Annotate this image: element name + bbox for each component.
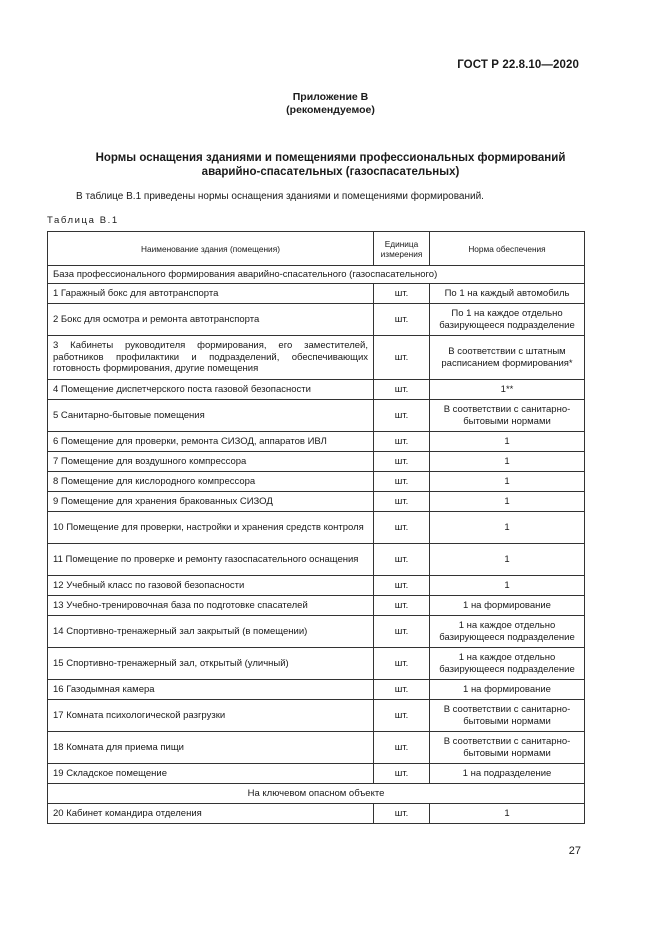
cell-name: 3 Кабинеты руководителя формирования, его заместителей, работников профилактики и подразделений, обеспечивающих готовность формирования, другие помещения bbox=[48, 336, 374, 380]
appendix-title: Приложение В bbox=[292, 91, 369, 103]
norms-table bbox=[47, 231, 585, 824]
table-row bbox=[48, 680, 585, 700]
cell-norm: 1 bbox=[430, 452, 585, 472]
cell-name: 9 Помещение для хранения бракованных СИЗОД bbox=[48, 492, 374, 512]
cell-norm: 1 на каждое отдельно базирующееся подразделение bbox=[430, 648, 585, 680]
cell-unit: шт. bbox=[374, 804, 430, 824]
cell-name: 1 Гаражный бокс для автотранспорта bbox=[48, 284, 374, 304]
section-row-base bbox=[48, 266, 585, 284]
cell-name: 18 Комната для приема пищи bbox=[48, 732, 374, 764]
section-key-object-label: На ключевом опасном объекте bbox=[48, 784, 585, 804]
cell-norm: 1 bbox=[430, 432, 585, 452]
header-name: Наименование здания (помещения) bbox=[48, 232, 374, 266]
cell-norm: 1** bbox=[430, 380, 585, 400]
cell-unit: шт. bbox=[374, 680, 430, 700]
cell-unit: шт. bbox=[374, 700, 430, 732]
cell-unit: шт. bbox=[374, 576, 430, 596]
cell-unit: шт. bbox=[374, 452, 430, 472]
table-header-row bbox=[48, 232, 585, 266]
table-row bbox=[48, 452, 585, 472]
cell-norm: 1 bbox=[430, 804, 585, 824]
cell-name: 4 Помещение диспетчерского поста газовой безопасности bbox=[48, 380, 374, 400]
page-number: 27 bbox=[568, 845, 581, 857]
table-row bbox=[48, 648, 585, 680]
cell-unit: шт. bbox=[374, 732, 430, 764]
cell-norm: 1 на формирование bbox=[430, 680, 585, 700]
cell-unit: шт. bbox=[374, 336, 430, 380]
cell-name: 13 Учебно-тренировочная база по подготовке спасателей bbox=[48, 596, 374, 616]
cell-name: 16 Газодымная камера bbox=[48, 680, 374, 700]
intro-paragraph: В таблице В.1 приведены нормы оснащения зданиями и помещениями формирований. bbox=[76, 191, 484, 202]
cell-norm: 1 bbox=[430, 544, 585, 576]
cell-unit: шт. bbox=[374, 596, 430, 616]
table-row bbox=[48, 576, 585, 596]
cell-unit: шт. bbox=[374, 380, 430, 400]
table-row bbox=[48, 336, 585, 380]
header-norm: Норма обеспечения bbox=[430, 232, 585, 266]
table-row bbox=[48, 472, 585, 492]
table-row bbox=[48, 764, 585, 784]
cell-unit: шт. bbox=[374, 284, 430, 304]
cell-name: 19 Складское помещение bbox=[48, 764, 374, 784]
standard-code: ГОСТ Р 22.8.10—2020 bbox=[457, 59, 579, 71]
cell-unit: шт. bbox=[374, 492, 430, 512]
cell-unit: шт. bbox=[374, 432, 430, 452]
document-title-line-1: Нормы оснащения зданиями и помещениями профессиональных формирований bbox=[95, 152, 566, 164]
table-row bbox=[48, 432, 585, 452]
cell-unit: шт. bbox=[374, 544, 430, 576]
section-row-key-object bbox=[48, 784, 585, 804]
cell-norm: По 1 на каждый автомобиль bbox=[430, 284, 585, 304]
table-row bbox=[48, 304, 585, 336]
table-row bbox=[48, 492, 585, 512]
table-row bbox=[48, 700, 585, 732]
cell-norm: В соответствии с санитарно-бытовыми нормами bbox=[430, 732, 585, 764]
cell-unit: шт. bbox=[374, 400, 430, 432]
cell-name: 15 Спортивно-тренажерный зал, открытый (уличный) bbox=[48, 648, 374, 680]
table-row bbox=[48, 380, 585, 400]
cell-name: 5 Санитарно-бытовые помещения bbox=[48, 400, 374, 432]
cell-norm: В соответствии с штатным расписанием формирования* bbox=[430, 336, 585, 380]
cell-name: 14 Спортивно-тренажерный зал закрытый (в помещении) bbox=[48, 616, 374, 648]
cell-name: 12 Учебный класс по газовой безопасности bbox=[48, 576, 374, 596]
cell-norm: 1 bbox=[430, 492, 585, 512]
cell-norm: В соответствии с санитарно-бытовыми нормами bbox=[430, 400, 585, 432]
table-row bbox=[48, 284, 585, 304]
appendix-heading bbox=[0, 91, 661, 117]
cell-norm: По 1 на каждое отдельно базирующееся подразделение bbox=[430, 304, 585, 336]
cell-unit: шт. bbox=[374, 512, 430, 544]
document-title-line-2: аварийно-спасательных (газоспасательных) bbox=[201, 166, 460, 178]
cell-norm: 1 bbox=[430, 472, 585, 492]
cell-norm: 1 bbox=[430, 576, 585, 596]
cell-norm: В соответствии с санитарно-бытовыми нормами bbox=[430, 700, 585, 732]
cell-name: 20 Кабинет командира отделения bbox=[48, 804, 374, 824]
header-unit: Единица измерения bbox=[374, 232, 430, 266]
cell-name: 11 Помещение по проверке и ремонту газоспасательного оснащения bbox=[48, 544, 374, 576]
table-row bbox=[48, 596, 585, 616]
table-row bbox=[48, 732, 585, 764]
cell-unit: шт. bbox=[374, 764, 430, 784]
document-title bbox=[40, 151, 621, 179]
table-row bbox=[48, 400, 585, 432]
cell-name: 2 Бокс для осмотра и ремонта автотранспорта bbox=[48, 304, 374, 336]
cell-norm: 1 на формирование bbox=[430, 596, 585, 616]
cell-unit: шт. bbox=[374, 616, 430, 648]
cell-norm: 1 на подразделение bbox=[430, 764, 585, 784]
cell-norm: 1 на каждое отдельно базирующееся подразделение bbox=[430, 616, 585, 648]
cell-unit: шт. bbox=[374, 472, 430, 492]
table-row bbox=[48, 616, 585, 648]
table-row bbox=[48, 804, 585, 824]
cell-name: 10 Помещение для проверки, настройки и хранения средств контроля bbox=[48, 512, 374, 544]
cell-norm: 1 bbox=[430, 512, 585, 544]
cell-name: 7 Помещение для воздушного компрессора bbox=[48, 452, 374, 472]
cell-name: 6 Помещение для проверки, ремонта СИЗОД, аппаратов ИВЛ bbox=[48, 432, 374, 452]
cell-name: 17 Комната психологической разгрузки bbox=[48, 700, 374, 732]
table-caption: Таблица В.1 bbox=[47, 215, 119, 226]
cell-unit: шт. bbox=[374, 648, 430, 680]
cell-unit: шт. bbox=[374, 304, 430, 336]
cell-name: 8 Помещение для кислородного компрессора bbox=[48, 472, 374, 492]
table-row bbox=[48, 544, 585, 576]
section-base-label: База профессионального формирования аварийно-спасательного (газоспасательного) bbox=[48, 266, 585, 284]
appendix-subtitle: (рекомендуемое) bbox=[286, 104, 375, 116]
table-row bbox=[48, 512, 585, 544]
